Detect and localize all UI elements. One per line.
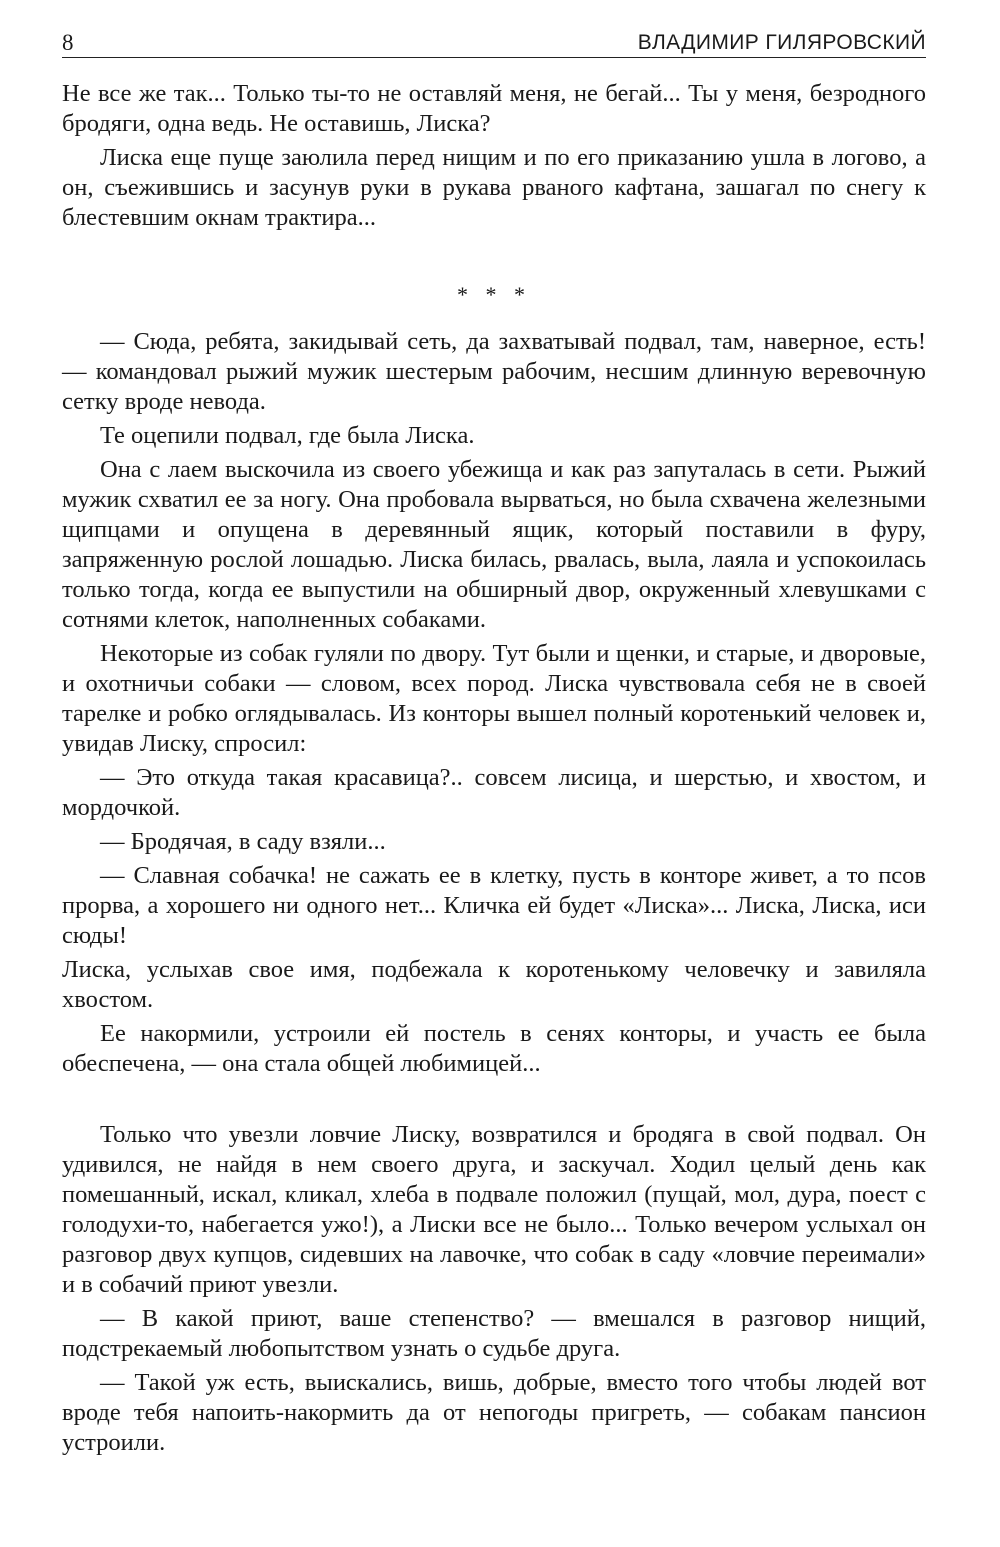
section-one-text [62,327,926,1083]
paragraph: Ее накормили, устроили ей постель в сенях конторы, и участь ее была обеспечена, — она стала общей любимицей... [62,1020,926,1077]
paragraph: — Это откуда такая красавица?.. совсем лисица, и шерстью, и хвостом, и мордочкой. [62,764,926,821]
page-number: 8 [62,30,74,55]
paragraph: — Такой уж есть, выискались, вишь, добрые, вместо того чтобы людей вот вроде тебя напоить-накормить да от непогоды пригреть, — собакам пансион устроили. [62,1369,926,1456]
paragraph: Не все же так... Только ты-то не оставляй меня, не бегай... Ты у меня, безродного бродяги, одна ведь. Не оставишь, Лиска? [62,80,926,137]
paragraph: — Бродячая, в саду взяли... [100,828,386,855]
paragraph: Лиска еще пуще заюлила перед нищим и по его приказанию ушла в логово, а он, съежившись и засунув руки в рукава рваного кафтана, зашагал по снегу к блестевшим окнам трактира... [62,144,926,231]
paragraph: Лиска, услыхав свое имя, подбежала к коротенькому человечку и завиляла хвостом. [62,956,926,1013]
paragraph: Некоторые из собак гуляли по двору. Тут были и щенки, и старые, и дворовые, и охотничьи собаки — словом, всех пород. Лиска чувствовала себя не в своей тарелке и робко оглядывалась. Из конторы вышел полный коротенький человек и, увидав Лиску, спросил: [62,640,926,757]
running-head [62,28,926,58]
paragraph: Те оцепили подвал, где была Лиска. [100,422,475,449]
paragraph: — Славная собачка! не сажать ее в клетку, пусть в конторе живет, а то псов прорва, а хорошего ни одного нет... Кличка ей будет «Лиска»... Лиска, Лиска, иси сюды! [62,862,926,949]
header-rule [62,57,926,58]
section-two-text [62,1120,926,1462]
running-title: ВЛАДИМИР ГИЛЯРОВСКИЙ [637,31,926,54]
paragraph: — Сюда, ребята, закидывай сеть, да захватывай подвал, там, наверное, есть! — командовал рыжий мужик шестерым рабочим, несшим длинную веревочную сетку вроде невода. [62,328,926,415]
paragraph: — В какой приют, ваше степенство? — вмешался в разговор нищий, подстрекаемый любопытством узнать о судьбе друга. [62,1305,926,1362]
paragraph: Она с лаем выскочила из своего убежища и как раз запуталась в сети. Рыжий мужик схватил ее за ногу. Она пробовала вырваться, но была схвачена железными щипцами и опущена в деревянный ящик, который поставили в фуру, запряженную рослой лошадью. Лиска билась, рвалась, выла, лаяла и успокоилась только тогда, когда ее выпустили на обширный двор, окруженный хлевушками с сотнями клеток, наполненных собаками. [62,456,926,633]
intro-text [62,79,926,237]
paragraph: Только что увезли ловчие Лиску, возвратился и бродяга в свой подвал. Он удивился, не найдя в нем своего друга, и заскучал. Ходил целый день как помешанный, искал, кликал, хлеба в подвале положил (пущай, мол, дура, поест с голодухи-то, набегается ужо!), а Лиски все не было... Только вечером услыхал он разговор двух купцов, сидевших на лавочке, что собак в саду «ловчие переимали» и в собачий приют увезли. [62,1121,926,1298]
section-break: * * * [457,282,531,307]
